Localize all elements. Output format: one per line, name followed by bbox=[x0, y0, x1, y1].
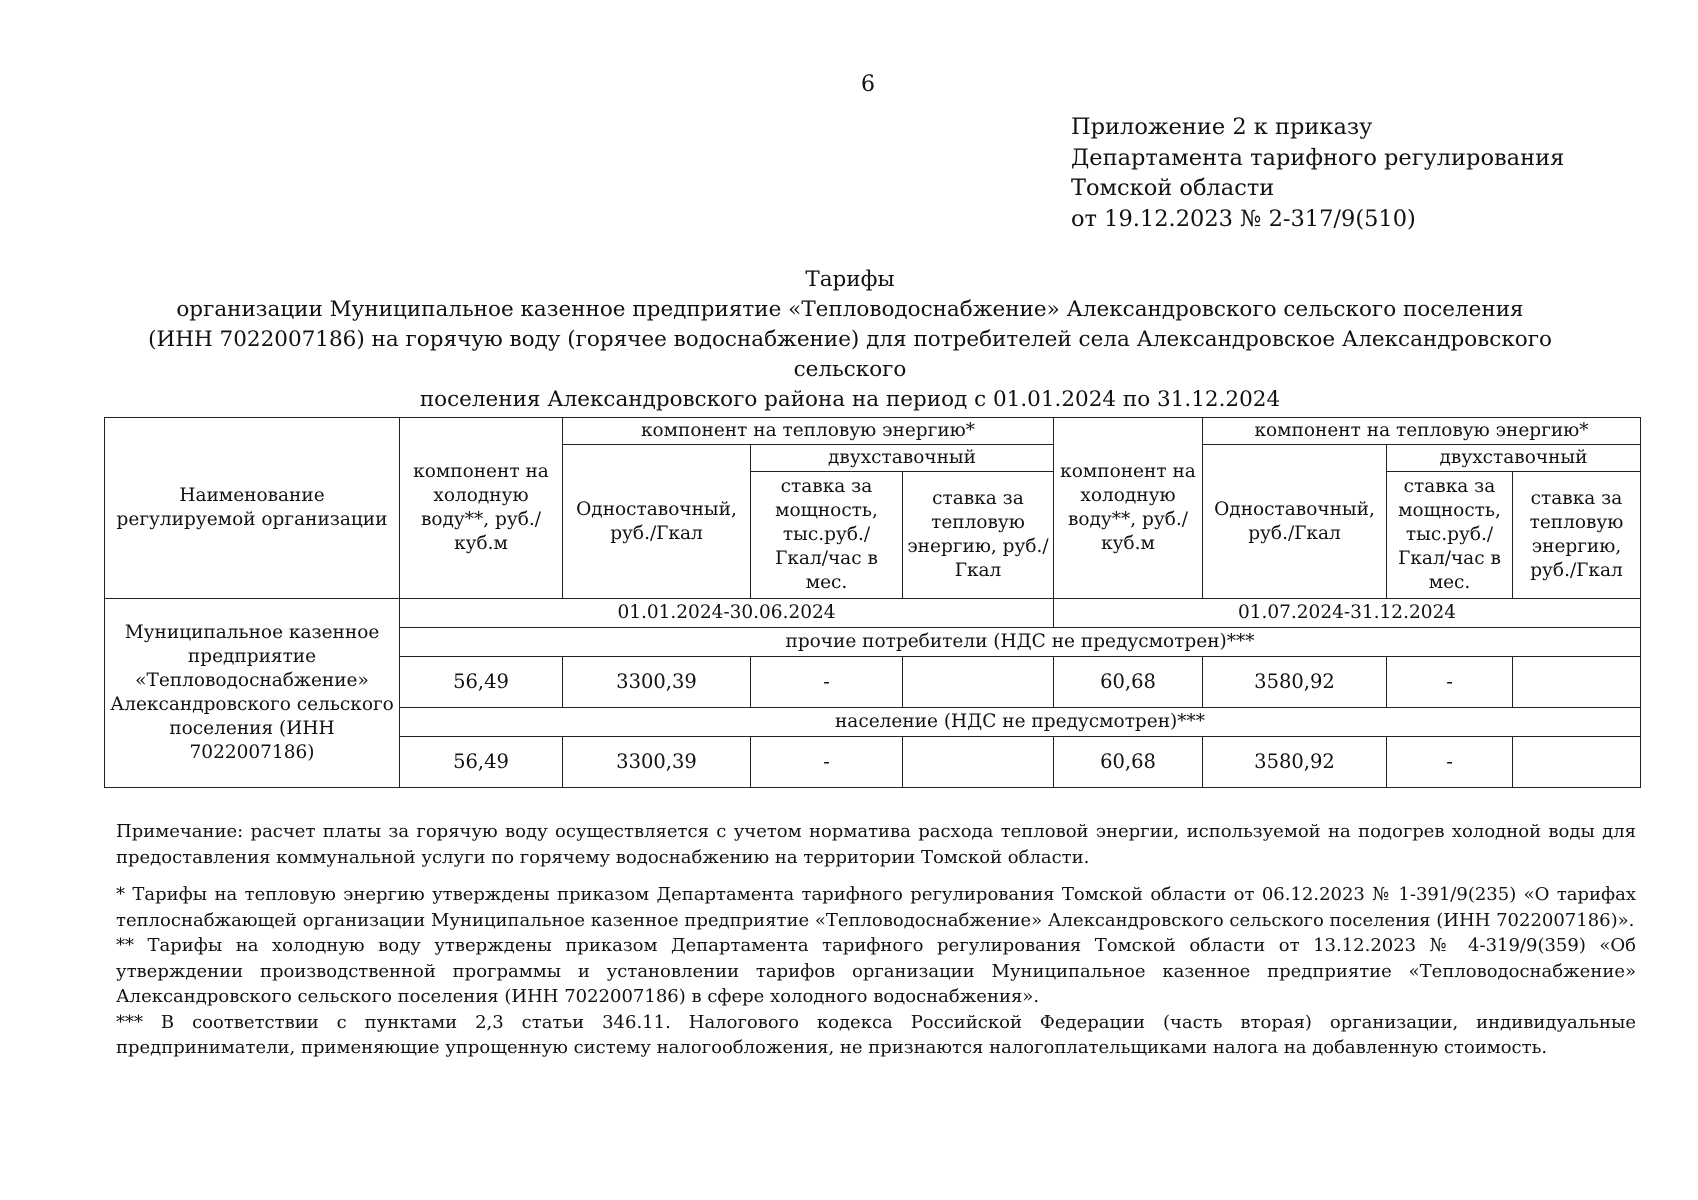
consumer-group-label: население (НДС не предусмотрен)*** bbox=[400, 708, 1641, 737]
value-cell bbox=[903, 657, 1054, 708]
footnote: *** В соответствии с пунктами 2,3 статьи 346.11. Налогового кодекса Российской Федерации (часть вторая) организации, индивидуальные предприниматели, применяющие упрощенную систему налогообложения, не признаются налогоплательщиками налога на добавленную стоимость. bbox=[116, 1011, 1636, 1058]
header-capacity-rate: ставка за мощность, тыс.руб./ Гкал/час в мес. bbox=[1387, 472, 1513, 599]
header-cold-water: компонент на холодную воду**, руб./куб.м bbox=[400, 418, 563, 599]
tariff-table bbox=[104, 417, 1641, 788]
title-line: Тарифы bbox=[805, 267, 895, 292]
value-cell: - bbox=[1387, 657, 1513, 708]
header-capacity-rate: ставка за мощность, тыс.руб./ Гкал/час в мес. bbox=[751, 472, 903, 599]
header-two-rate: двухставочный bbox=[1387, 445, 1641, 472]
appendix-block bbox=[1071, 112, 1564, 234]
appendix-line: Приложение 2 к приказу bbox=[1071, 114, 1373, 140]
header-org-name: Наименование регулируемой организации bbox=[105, 418, 400, 599]
value-cell: - bbox=[1387, 737, 1513, 788]
footnote: * Тарифы на тепловую энергию утверждены приказом Департамента тарифного регулирования Томской области от 06.12.2023 № 1-391/9(235) «О тарифах теплоснабжающей организации Муниципальное казенное предприятие «Тепловодоснабжение» Александровского сельского поселения (ИНН 7022007186)». bbox=[116, 884, 1636, 931]
note-paragraph: Примечание: расчет платы за горячую воду осуществляется с учетом норматива расхода тепловой энергии, используемой на подогрев холодной воды для предоставления коммунальной услуги по горячему водоснабжению на территории Томской области. bbox=[116, 821, 1636, 868]
value-cell: - bbox=[751, 737, 903, 788]
value-cell: - bbox=[751, 657, 903, 708]
value-cell: 3300,39 bbox=[563, 657, 751, 708]
consumer-group-label: прочие потребители (НДС не предусмотрен)*** bbox=[400, 628, 1641, 657]
footnotes bbox=[116, 882, 1636, 1061]
value-cell: 3300,39 bbox=[563, 737, 751, 788]
value-cell: 60,68 bbox=[1054, 657, 1203, 708]
footnote: ** Тарифы на холодную воду утверждены приказом Департамента тарифного регулирования Томской области от 13.12.2023 № 4-319/9(359) «Об утверждении производственной программы и установлении тарифов организации Муниципальное казенное предприятие «Тепловодоснабжение» Александровского сельского поселения (ИНН 7022007186) в сфере холодного водоснабжения». bbox=[116, 935, 1636, 1007]
value-cell bbox=[1513, 737, 1641, 788]
page-number: 6 bbox=[861, 72, 875, 97]
title-line: поселения Александровского района на период с 01.01.2024 по 31.12.2024 bbox=[419, 387, 1281, 412]
value-cell: 56,49 bbox=[400, 657, 563, 708]
org-name-cell: Муниципальное казенное предприятие «Тепловодоснабжение» Александровского сельского поселения (ИНН 7022007186) bbox=[105, 599, 400, 788]
value-cell: 3580,92 bbox=[1203, 657, 1387, 708]
period-row bbox=[105, 599, 1641, 628]
value-cell: 56,49 bbox=[400, 737, 563, 788]
title-line: организации Муниципальное казенное предприятие «Тепловодоснабжение» Александровского сельского поселения bbox=[176, 297, 1524, 322]
value-cell: 60,68 bbox=[1054, 737, 1203, 788]
appendix-line: Томской области bbox=[1071, 175, 1275, 201]
document-title bbox=[100, 265, 1600, 415]
header-energy-rate: ставка за тепловую энергию, руб./Гкал bbox=[903, 472, 1054, 599]
header-row bbox=[105, 418, 1641, 445]
header-two-rate: двухставочный bbox=[751, 445, 1054, 472]
appendix-line: от 19.12.2023 № 2-317/9(510) bbox=[1071, 205, 1416, 232]
value-cell: 3580,92 bbox=[1203, 737, 1387, 788]
header-heat-component: компонент на тепловую энергию* bbox=[1203, 418, 1641, 445]
period-label: 01.07.2024-31.12.2024 bbox=[1054, 599, 1641, 628]
value-cell bbox=[1513, 657, 1641, 708]
header-cold-water: компонент на холодную воду**, руб./куб.м bbox=[1054, 418, 1203, 599]
appendix-line: Департамента тарифного регулирования bbox=[1071, 144, 1565, 171]
header-single-rate: Одноставочный, руб./Гкал bbox=[1203, 445, 1387, 599]
header-energy-rate: ставка за тепловую энергию, руб./Гкал bbox=[1513, 472, 1641, 599]
period-label: 01.01.2024-30.06.2024 bbox=[400, 599, 1054, 628]
header-heat-component: компонент на тепловую энергию* bbox=[563, 418, 1054, 445]
header-single-rate: Одноставочный, руб./Гкал bbox=[563, 445, 751, 599]
title-line: (ИНН 7022007186) на горячую воду (горячее водоснабжение) для потребителей села Александровское Александровского сельского bbox=[148, 327, 1552, 382]
value-cell bbox=[903, 737, 1054, 788]
